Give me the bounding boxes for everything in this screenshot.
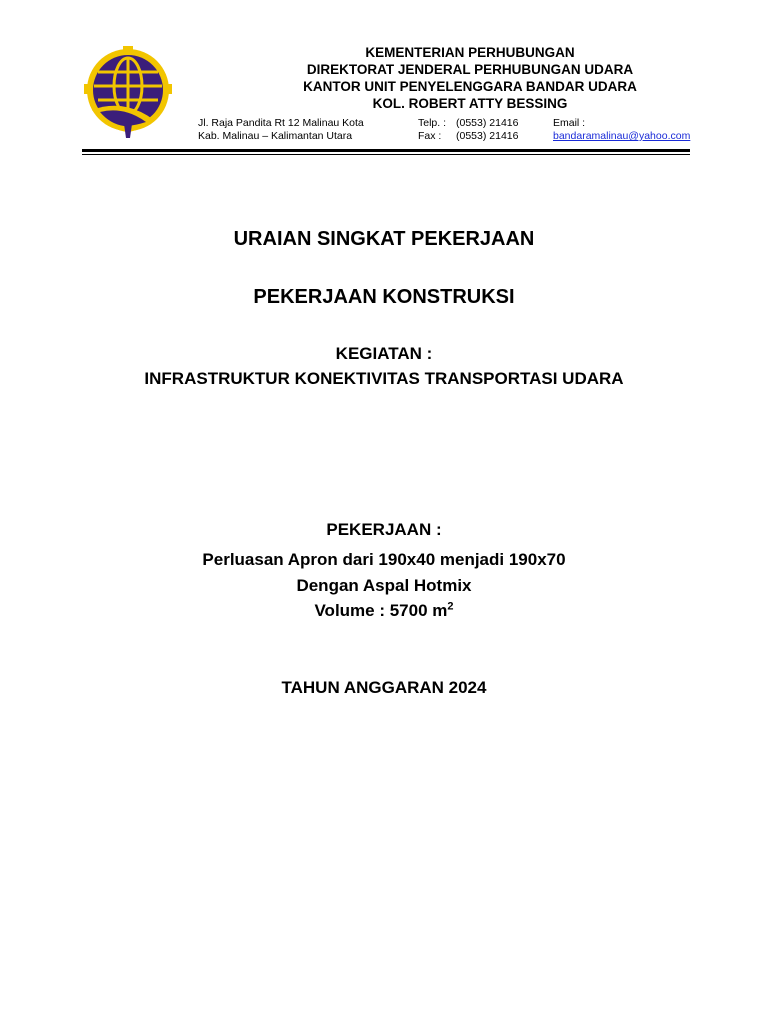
- volume-line: [0, 601, 768, 621]
- header-office: KANTOR UNIT PENYELENGGARA BANDAR UDARA: [303, 79, 637, 94]
- email-label: Email :: [553, 117, 586, 129]
- address-line-1: Jl. Raja Pandita Rt 12 Malinau Kota: [198, 117, 364, 129]
- header-airport: KOL. ROBERT ATTY BESSING: [372, 96, 568, 111]
- budget-year: TAHUN ANGGARAN 2024: [281, 678, 487, 697]
- email-link[interactable]: bandaramalinau@yahoo.com: [553, 130, 691, 142]
- address-line-2: Kab. Malinau – Kalimantan Utara: [198, 130, 353, 142]
- telp-label: Telp. :: [418, 117, 447, 129]
- volume-text: Volume : 5700 m: [314, 601, 448, 620]
- fax-value: (0553) 21416: [456, 130, 519, 142]
- header-ministry: KEMENTERIAN PERHUBUNGAN: [365, 45, 575, 60]
- document-subtitle: PEKERJAAN KONSTRUKSI: [253, 286, 515, 308]
- activity-label: KEGIATAN :: [335, 344, 433, 363]
- document-title: URAIAN SINGKAT PEKERJAAN: [233, 228, 535, 250]
- activity-value: INFRASTRUKTUR KONEKTIVITAS TRANSPORTASI UDARA: [144, 369, 624, 388]
- header-divider-thin: [82, 154, 690, 155]
- job-line-1: Perluasan Apron dari 190x40 menjadi 190x70: [202, 550, 566, 569]
- header-divider-thick: [82, 149, 690, 152]
- job-label: PEKERJAAN :: [326, 520, 442, 539]
- job-line-2: Dengan Aspal Hotmix: [296, 576, 472, 595]
- volume-superscript: 2: [447, 600, 454, 613]
- fax-label: Fax :: [418, 130, 442, 142]
- telp-value: (0553) 21416: [456, 117, 519, 129]
- header-directorate: DIREKTORAT JENDERAL PERHUBUNGAN UDARA: [306, 62, 634, 77]
- ministry-logo-icon: [84, 46, 174, 142]
